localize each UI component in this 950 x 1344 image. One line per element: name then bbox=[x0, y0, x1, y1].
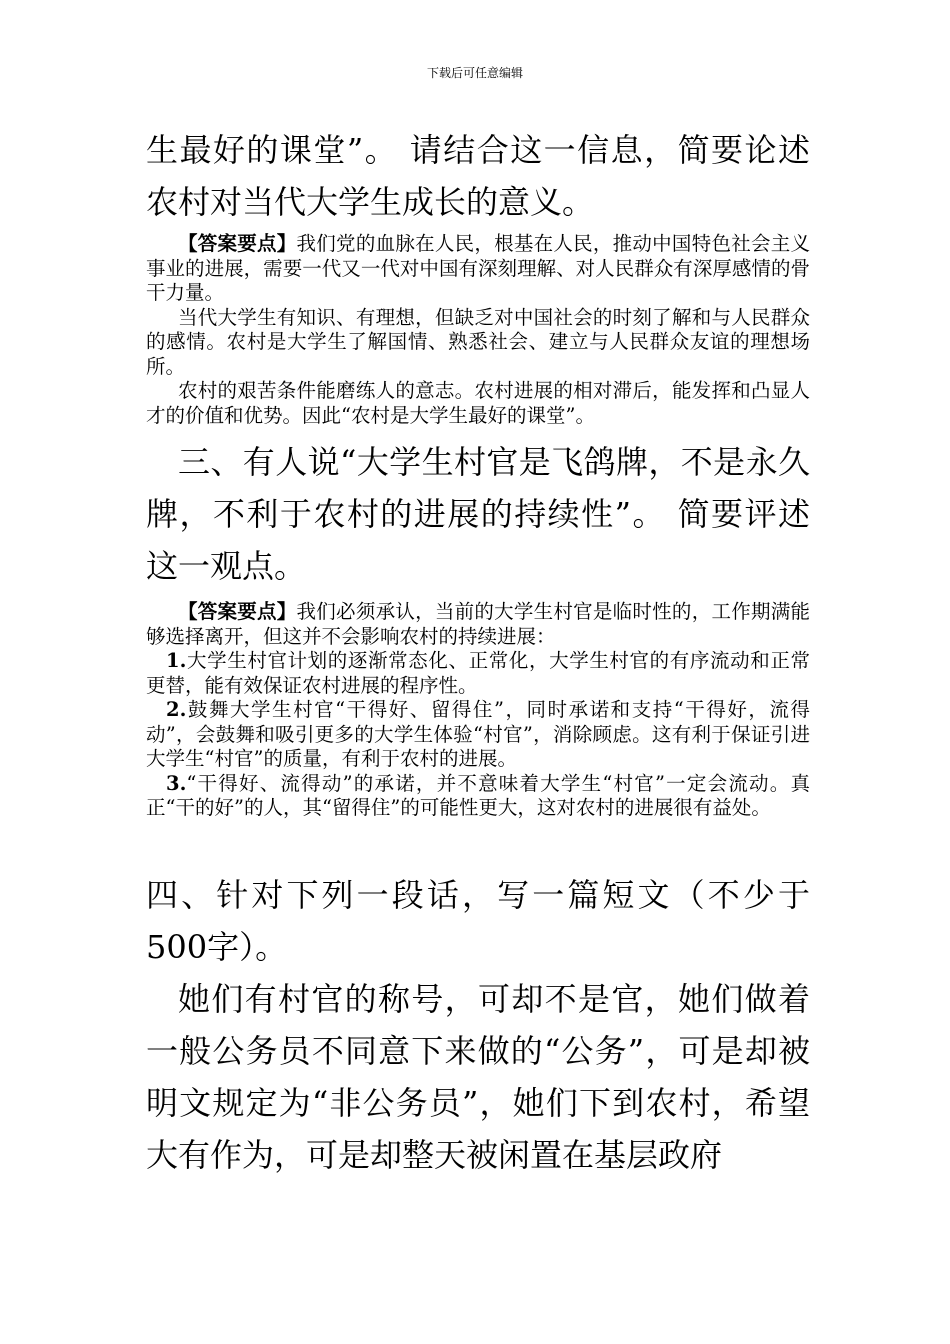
point-number: 1. bbox=[166, 649, 187, 672]
answer-label: 【答案要点】 bbox=[178, 600, 297, 623]
question-3-heading: 三、有人说“大学生村官是飞鸽牌，不是永久牌，不利于农村的进展的持续性”。 简要评述这一观点。 bbox=[146, 443, 810, 585]
answer-2-paragraph-2: 当代大学生有知识、有理想，但缺乏对中国社会的时刻了解和与人民群众的感情。农村是大学生了解国情、熟悉社会、建立与人民群众友谊的理想场所。 bbox=[146, 305, 810, 378]
answer-3-point-3 bbox=[146, 772, 810, 821]
answer-3-intro-text: 我们必须承认，当前的大学生村官是临时性的，工作期满能够选择离开，但这并不会影响农村的持续进展： bbox=[146, 600, 810, 648]
answer-label: 【答案要点】 bbox=[178, 232, 297, 255]
point-number: 3. bbox=[166, 771, 187, 795]
answer-2-text-1: 我们党的血脉在人民，根基在人民，推动中国特色社会主义事业的进展，需要一代又一代对中国有深刻理解、对人民群众有深厚感情的骨干力量。 bbox=[146, 232, 810, 304]
point-text: 鼓舞大学生村官“干得好、留得住”，同时承诺和支持“干得好，流得动”，会鼓舞和吸引更多的大学生体验“村官”，消除顾虑。这有利于保证引进大学生“村官”的质量，有利于农村的进展。 bbox=[146, 698, 810, 770]
question-4-passage: 她们有村官的称号，可却不是官，她们做着一般公务员不同意下来做的“公务”，可是却被明文规定为“非公务员”，她们下到农村，希望大有作为，可是却整天被闲置在基层政府 bbox=[146, 979, 810, 1174]
point-text: “干得好、流得动”的承诺，并不意味着大学生“村官”一定会流动。真正“干的好”的人，其“留得住”的可能性更大，这对农村的进展很有益处。 bbox=[146, 771, 810, 819]
point-number: 2. bbox=[166, 698, 187, 721]
point-text: 大学生村官计划的逐渐常态化、正常化，大学生村官的有序流动和正常更替，能有效保证农村进展的程序性。 bbox=[146, 649, 810, 697]
answer-3-point-1 bbox=[146, 649, 810, 698]
answer-2-paragraph-1 bbox=[146, 232, 810, 306]
page-header: 下载后可任意编辑 bbox=[426, 66, 523, 80]
answer-2-paragraph-3: 农村的艰苦条件能磨练人的意志。农村进展的相对滞后，能发挥和凸显人才的价值和优势。因此“农村是大学生最好的课堂”。 bbox=[146, 379, 810, 427]
document-body bbox=[146, 124, 810, 1181]
question-2-text: 生最好的课堂”。 请结合这一信息，简要论述农村对当代大学生成长的意义。 bbox=[146, 131, 810, 221]
answer-3-point-2 bbox=[146, 698, 810, 772]
answer-3-intro bbox=[146, 600, 810, 649]
question-4-heading: 四、针对下列一段话，写一篇短文（不少于500字）。 bbox=[146, 875, 810, 966]
